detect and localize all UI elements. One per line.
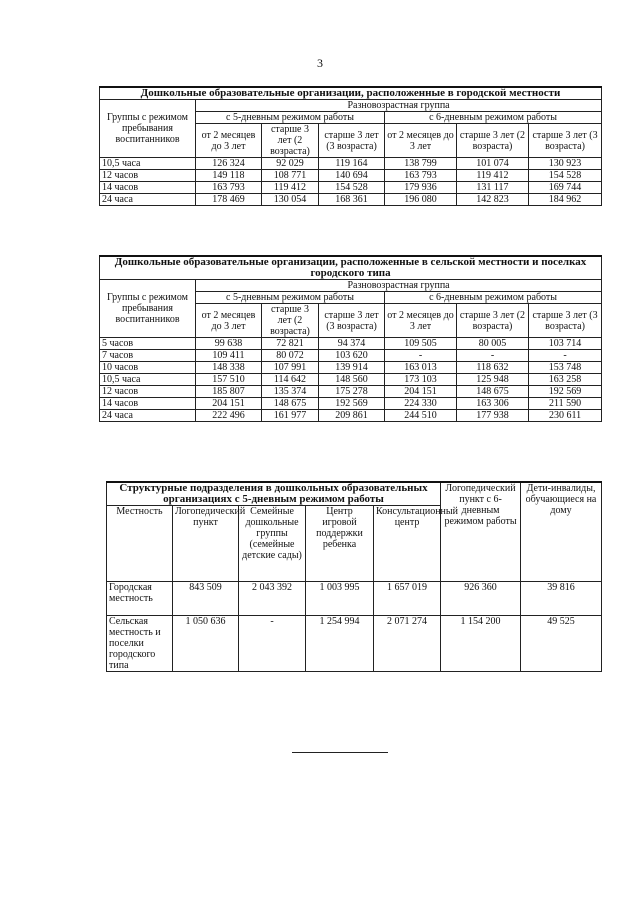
cell-value: 72 821 xyxy=(262,338,319,350)
cell-value: 131 117 xyxy=(457,182,529,194)
cell-value: 161 977 xyxy=(262,410,319,422)
cell-value: 119 164 xyxy=(319,158,385,170)
age-col-header: от 2 месяцев до 3 лет xyxy=(196,304,262,338)
five-day-header: с 5-дневным режимом работы xyxy=(196,292,385,304)
six-day-header: с 6-дневным режимом работы xyxy=(385,292,602,304)
row-label: 10 часов xyxy=(100,362,196,374)
cell-value: 1 050 636 xyxy=(173,616,239,672)
cell-value: 109 411 xyxy=(196,350,262,362)
cell-value: 125 948 xyxy=(457,374,529,386)
page-number: 3 xyxy=(317,56,323,70)
table-title: Структурные подразделения в дошкольных образовательных организациях с 5-дневным режимом работы xyxy=(107,482,441,506)
table-row xyxy=(100,182,602,194)
cell-value: 2 071 274 xyxy=(374,616,441,672)
structural-units-table xyxy=(106,481,602,672)
table-row xyxy=(100,362,602,374)
cell-value: 142 823 xyxy=(457,194,529,206)
row-label: 14 часов xyxy=(100,398,196,410)
table-row xyxy=(100,170,602,182)
logoped5-header: Логопедический пункт xyxy=(173,506,239,582)
age-col-header: старше 3 лет (3 возраста) xyxy=(319,304,385,338)
cell-value: 126 324 xyxy=(196,158,262,170)
cell-value: 99 638 xyxy=(196,338,262,350)
cell-value: 119 412 xyxy=(457,170,529,182)
row-label: 5 часов xyxy=(100,338,196,350)
age-col-header: от 2 месяцев до 3 лет xyxy=(385,304,457,338)
table-row xyxy=(100,410,602,422)
table-row xyxy=(107,582,602,616)
cell-value: 108 771 xyxy=(262,170,319,182)
cell-value: 1 154 200 xyxy=(441,616,521,672)
table-title: Дошкольные образовательные организации, расположенные в городской местности xyxy=(100,87,602,100)
row-label: 7 часов xyxy=(100,350,196,362)
family-header: Семейные дошкольные группы (семейные детские сады) xyxy=(239,506,306,582)
row-label: 10,5 часа xyxy=(100,374,196,386)
row-label: 24 часа xyxy=(100,194,196,206)
rural-cost-table xyxy=(99,255,602,422)
cell-value: 177 938 xyxy=(457,410,529,422)
cell-value: 92 029 xyxy=(262,158,319,170)
table-row xyxy=(107,616,602,672)
cell-value: 109 505 xyxy=(385,338,457,350)
table-row xyxy=(100,350,602,362)
cell-value: - xyxy=(529,350,602,362)
cell-value: - xyxy=(385,350,457,362)
consult-header: Консультационный центр xyxy=(374,506,441,582)
cell-value: 138 799 xyxy=(385,158,457,170)
cell-value: 179 936 xyxy=(385,182,457,194)
cell-value: 178 469 xyxy=(196,194,262,206)
cell-value: 173 103 xyxy=(385,374,457,386)
cell-value: 130 054 xyxy=(262,194,319,206)
age-col-header: старше 3 лет (2 возраста) xyxy=(457,304,529,338)
table-title: Дошкольные образовательные организации, расположенные в сельской местности и поселках городского типа xyxy=(100,256,602,280)
table-row xyxy=(100,158,602,170)
cell-value: 39 816 xyxy=(521,582,602,616)
cell-value: 192 569 xyxy=(319,398,385,410)
age-col-header: старше 3 лет (3 возраста) xyxy=(529,124,602,158)
table-row xyxy=(100,374,602,386)
cell-value: 224 330 xyxy=(385,398,457,410)
cell-value: 184 962 xyxy=(529,194,602,206)
cell-value: 154 528 xyxy=(529,170,602,182)
footer-divider xyxy=(292,752,388,753)
cell-value: - xyxy=(239,616,306,672)
age-col-header: старше 3 лет (3 возраста) xyxy=(529,304,602,338)
group-header: Группы с режимом пребывания воспитанников xyxy=(100,100,196,158)
cell-value: 140 694 xyxy=(319,170,385,182)
cell-value: 1 657 019 xyxy=(374,582,441,616)
row-label: 24 часа xyxy=(100,410,196,422)
age-col-header: старше 3 лет (3 возраста) xyxy=(319,124,385,158)
cell-value: 192 569 xyxy=(529,386,602,398)
cell-value: 163 793 xyxy=(385,170,457,182)
cell-value: 185 807 xyxy=(196,386,262,398)
six-day-header: с 6-дневным режимом работы xyxy=(385,112,602,124)
cell-value: 1 254 994 xyxy=(306,616,374,672)
cell-value: - xyxy=(457,350,529,362)
cell-value: 148 675 xyxy=(262,398,319,410)
cell-value: 148 338 xyxy=(196,362,262,374)
cell-value: 222 496 xyxy=(196,410,262,422)
cell-value: 843 509 xyxy=(173,582,239,616)
cell-value: 80 072 xyxy=(262,350,319,362)
five-day-header: с 5-дневным режимом работы xyxy=(196,112,385,124)
cell-value: 107 991 xyxy=(262,362,319,374)
mixed-age-header: Разновозрастная группа xyxy=(196,100,602,112)
group-header: Группы с режимом пребывания воспитанников xyxy=(100,280,196,338)
cell-value: 80 005 xyxy=(457,338,529,350)
mixed-age-header: Разновозрастная группа xyxy=(196,280,602,292)
cell-value: 157 510 xyxy=(196,374,262,386)
disabled-header: Дети-инвалиды, обучающиеся на дому xyxy=(521,482,602,582)
cell-value: 154 528 xyxy=(319,182,385,194)
cell-value: 163 793 xyxy=(196,182,262,194)
table-row xyxy=(100,386,602,398)
cell-value: 130 923 xyxy=(529,158,602,170)
cell-value: 163 258 xyxy=(529,374,602,386)
table-row xyxy=(100,338,602,350)
cell-value: 94 374 xyxy=(319,338,385,350)
cell-value: 149 118 xyxy=(196,170,262,182)
cell-value: 114 642 xyxy=(262,374,319,386)
row-label: 12 часов xyxy=(100,170,196,182)
age-col-header: старше 3 лет (2 возраста) xyxy=(262,304,319,338)
cell-value: 230 611 xyxy=(529,410,602,422)
cell-value: 204 151 xyxy=(385,386,457,398)
cell-value: 148 560 xyxy=(319,374,385,386)
age-col-header: от 2 месяцев до 3 лет xyxy=(196,124,262,158)
age-col-header: старше 3 лет (2 возраста) xyxy=(457,124,529,158)
row-label: 10,5 часа xyxy=(100,158,196,170)
cell-value: 926 360 xyxy=(441,582,521,616)
cell-value: 119 412 xyxy=(262,182,319,194)
urban-cost-table xyxy=(99,86,602,206)
cell-value: 169 744 xyxy=(529,182,602,194)
row-label: 14 часов xyxy=(100,182,196,194)
table-row xyxy=(100,194,602,206)
cell-value: 103 620 xyxy=(319,350,385,362)
logoped6-header: Логопедический пункт с 6-дневным режимом работы xyxy=(441,482,521,582)
cell-value: 163 306 xyxy=(457,398,529,410)
cell-value: 135 374 xyxy=(262,386,319,398)
cell-value: 103 714 xyxy=(529,338,602,350)
cell-value: 1 003 995 xyxy=(306,582,374,616)
cell-value: 148 675 xyxy=(457,386,529,398)
cell-value: 139 914 xyxy=(319,362,385,374)
cell-value: 101 074 xyxy=(457,158,529,170)
cell-value: 49 525 xyxy=(521,616,602,672)
cell-value: 2 043 392 xyxy=(239,582,306,616)
cell-value: 209 861 xyxy=(319,410,385,422)
cell-value: 163 013 xyxy=(385,362,457,374)
age-col-header: старше 3 лет (2 возраста) xyxy=(262,124,319,158)
cell-value: 168 361 xyxy=(319,194,385,206)
cell-value: 153 748 xyxy=(529,362,602,374)
cell-value: 244 510 xyxy=(385,410,457,422)
cell-value: 118 632 xyxy=(457,362,529,374)
cell-value: 175 278 xyxy=(319,386,385,398)
cell-value: 211 590 xyxy=(529,398,602,410)
age-col-header: от 2 месяцев до 3 лет xyxy=(385,124,457,158)
row-label: Сельская местность и поселки городского типа xyxy=(107,616,173,672)
locality-header: Местность xyxy=(107,506,173,582)
cell-value: 204 151 xyxy=(196,398,262,410)
cell-value: 196 080 xyxy=(385,194,457,206)
row-label: 12 часов xyxy=(100,386,196,398)
row-label: Городская местность xyxy=(107,582,173,616)
table-row xyxy=(100,398,602,410)
play-header: Центр игровой поддержки ребенка xyxy=(306,506,374,582)
